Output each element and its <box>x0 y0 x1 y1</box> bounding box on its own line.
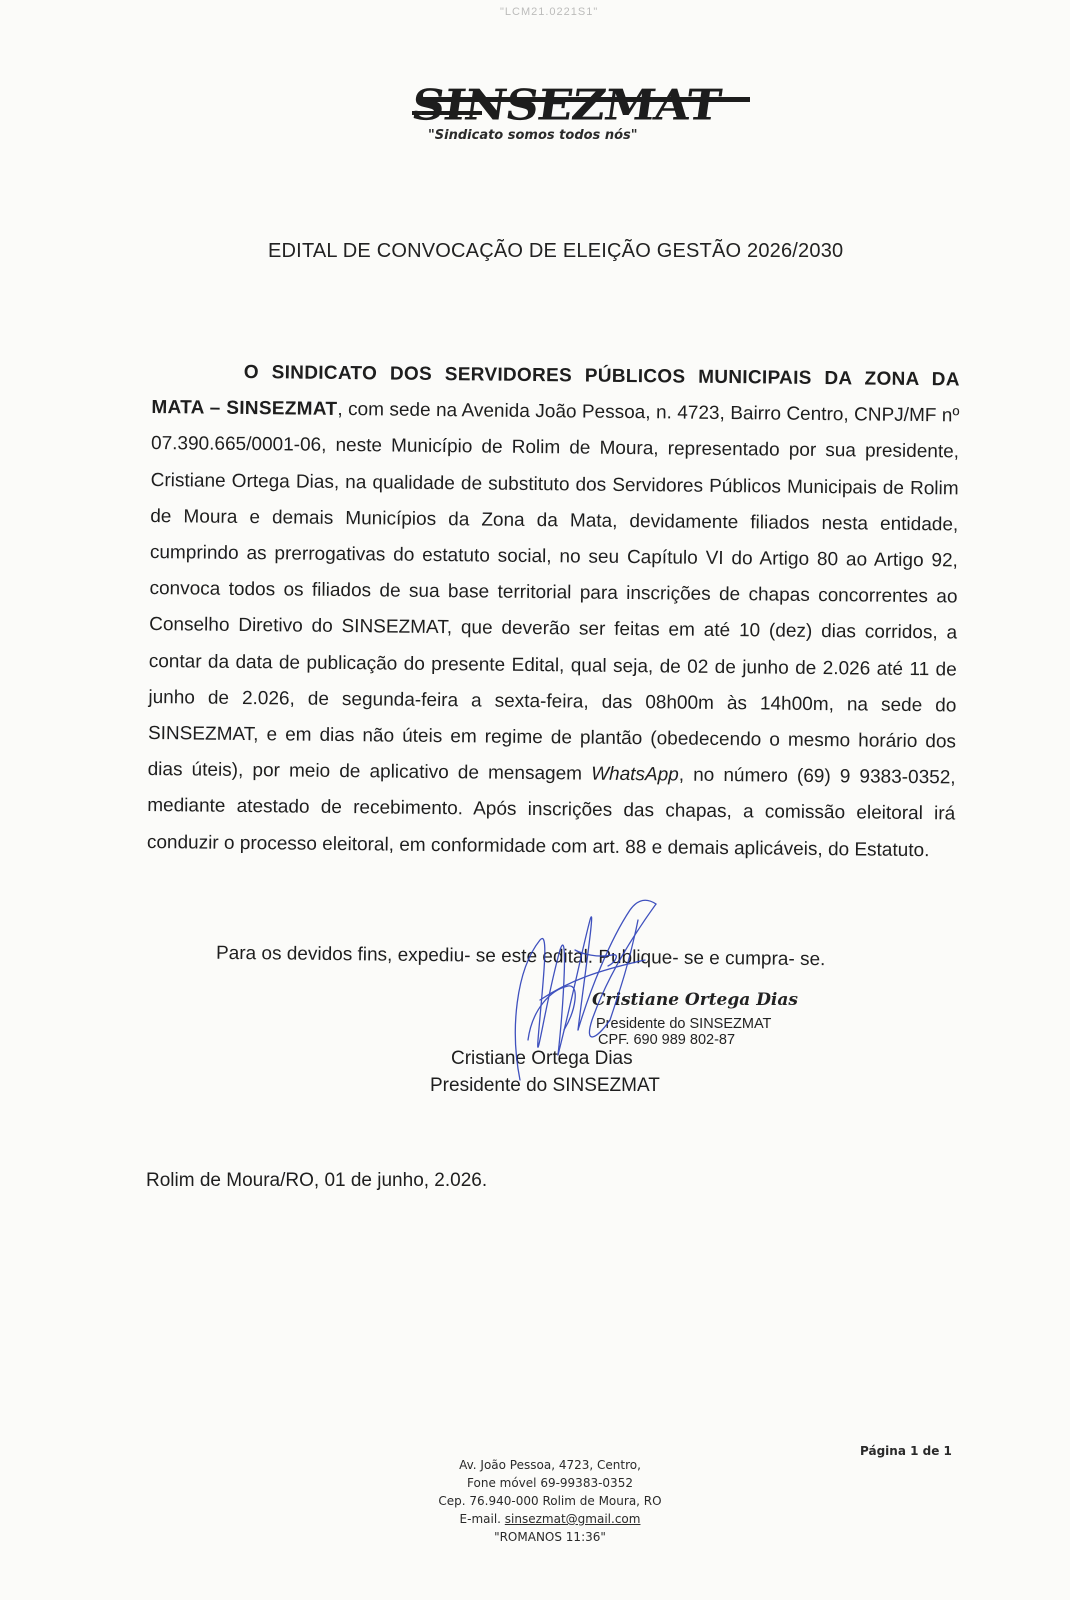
footer-email-link[interactable]: sinsezmat@gmail.com <box>504 1512 641 1526</box>
footer-address: Av. João Pessoa, 4723, Centro, <box>459 1458 641 1472</box>
body-part-1: , com sede na Avenida João Pessoa, n. 4723, Bairro Centro, CNPJ/MF nº 07.390.665/0001-06, neste Município de Rolim de Moura, representado por sua presidente, Cristiane Ortega Dias, na qualidade de substituto dos Servidores Públicos Municipais de Rolim de Moura e demais Municípios da Zona da Mata, devidamente filiados nesta entidade, cumprindo as prerrogativas do estatuto social, no seu Capítulo VI do Artigo 80 ao Artigo 92, convoca todos os filiados de sua base territorial para inscrições de chapas concorrentes ao Conselho Diretivo do SINSEZMAT, que deverão ser feitas em até 10 (dez) dias corridos, a contar da data de publicação do presente Edital, qual seja, de 02 de junho de 2.026 até 11 de junho de 2.026, de segunda-feira a sexta-feira, das 08h00m às 14h00m, na sede do SINSEZMAT, e em dias não úteis em regime de plantão (obedecendo o mesmo horário dos dias úteis), por meio de aplicativo de mensagem <box>147 399 960 785</box>
stamp-cpf: CPF. 690 989 802-87 <box>598 1032 736 1048</box>
logo-wordmark: SINSEZMAT <box>408 80 724 130</box>
page-number: Página 1 de 1 <box>860 1444 952 1458</box>
closing-sentence: Para os devidos fins, expediu- se este edital. Publique- se e cumpra- se. <box>215 942 826 971</box>
signatory-name: Cristiane Ortega Dias <box>451 1048 633 1069</box>
footer-email-label: E-mail. <box>459 1512 505 1526</box>
logo-tagline: "Sindicato somos todos nós" <box>428 128 638 143</box>
body-paragraph <box>147 354 960 869</box>
footer-motto: "ROMANOS 11:36" <box>494 1530 606 1544</box>
footer-email-line <box>400 1510 700 1528</box>
footer-cep: Cep. 76.940-000 Rolim de Moura, RO <box>438 1494 662 1508</box>
stamp-name: Cristiane Ortega Dias <box>592 990 798 1010</box>
place-and-date: Rolim de Moura/RO, 01 de junho, 2.026. <box>146 1170 488 1191</box>
top-note: "LCM21.0221S1" <box>500 6 599 18</box>
whatsapp-italic: WhatsApp <box>591 763 679 786</box>
document-title: EDITAL DE CONVOCAÇÃO DE ELEIÇÃO GESTÃO 2026/2030 <box>268 240 844 262</box>
body-part-2: , no número (69) 9 9383-0352, mediante atestado de recebimento. Após inscrições das chapas, a comissão eleitoral irá conduzir o processo eleitoral, em conformidade com art. 88 e demais aplicáveis, do Estatuto. <box>146 764 956 861</box>
footer-phone: Fone móvel 69-99383-0352 <box>467 1476 633 1490</box>
stamp-role: Presidente do SINSEZMAT <box>596 1016 772 1032</box>
signatory-role: Presidente do SINSEZMAT <box>430 1075 660 1096</box>
footer-contact <box>400 1456 700 1546</box>
lead-bold-text: O SINDICATO DOS SERVIDORES PÚBLICOS MUNICIPAIS DA ZONA DA MATA – SINSEZMAT <box>151 361 960 421</box>
handwritten-signature <box>480 880 680 1090</box>
sinsezmat-logo <box>408 78 752 158</box>
